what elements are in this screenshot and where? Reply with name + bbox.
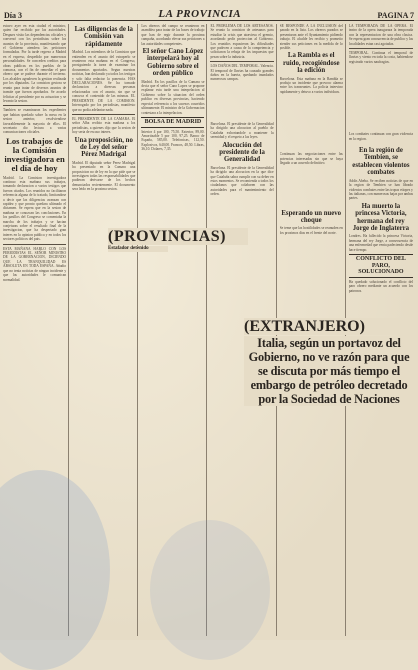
headline-col6-a: En la región de Tembien, se establecen violentos combates (352, 147, 410, 177)
headline-col2-top: Las diligencias de la Comisión van rápidamente (74, 26, 133, 48)
page-number: PAGINA 7 (377, 11, 414, 20)
headline-col3-top: El señor Cano López interpelará hoy al Gobierno sobre el orden público (142, 48, 204, 78)
provincias-subhead: Estafador detenido (108, 246, 168, 252)
column-3: Los obreros del campo se reunieron en asamblea para tratar de las bases de trabajo que han de regir durante la proxima campaña, acordando elevar sus peticiones a las autoridades competentes. El señor Cano López interpelará hoy al Gobierno sobre el orden público Madrid. En los pasillos de la Camara se decia que el señor Cano Lopez se propone explanar esta tarde una interpelacion al Gobierno sobre la situacion del orden publico en diversas provincias, haciendo especial referencia a los sucesos ocurridos ultimamente. El ministro de la Gobernacion contestara a la interpelacion. BOLSA DE MADRID Interior 4 por 100, 75,50. Exterior, 89,00. Amortizable 5 por 100, 97,25. Banco de España, 585,00. Telefonicas, 112,50. Explosivos, 640,00. Francos, 48,50. Libras, 36,10. Dolares, 7,35. (141, 24, 207, 636)
headline-col5-b: Esperando un nuevo choque (281, 209, 342, 224)
headline-col2-mid: Una proposición, no de Ley del señor Pérez Madrigal (74, 136, 133, 159)
stock-box-title: BOLSA DE MADRID (141, 117, 204, 128)
paper-name: LA PROVINCIA (158, 8, 242, 20)
column-4: EL PROBLEMA DE LOS ARTESANOS. Se reunio la comision de artesanos para estudiar la crisis que atraviesa el gremio, acordando pedir proteccion al Gobierno. Los reunidos expusieron las dificultades que padecen a causa de la competencia y solicitaron la rebaja de los impuestos que pesan sobre la industria. LOS DAÑOS DEL TEMPORAL. Valencia. El temporal de lluvias ha causado grandes daños en la huerta, quedando inundados numerosos campos. Barcelona. El presidente de la Generalidad ha dirigido una alocucion al pueblo de Cataluña exhortandole a mantener la serenidad y el respeto a las leyes. Alocución del presidente de la Generalidad Barcelona. El presidente de la Generalidad ha dirigido una alocucion en la que dice que Cataluña sabra cumplir con su deber en estos momentos. Se recomienda a todos los ciudadanos que colaboren con las autoridades para el mantenimiento del orden. (210, 24, 276, 636)
headline-col1: Los trabajos de la Comisión investigadora en el día de hoy (4, 135, 65, 174)
column-1: estuvo ayer en esta ciudad el ministro, quien fue recibido por las autoridades. Despues visito las dependencias oficiales y conversó con los periodistas sobre los asuntos de la provincia, manifestando que el Gobierno atendera las peticiones formuladas. Por la tarde regreso a Madrid en el expreso, despedido por numerosas personalidades. Se conceden creditos para obras publicas en los pueblos de la comarca, con el fin de remediar el paro obrero que se padece durante el invierno. Los alcaldes agradecen la gestion realizada por los diputados. La comision gestora se reunio para tratar de diversos asuntos de tramite que fueron aprobados. Se acordo felicitar al presidente por su actuacion y se levanto la sesion. Tambien se examinaron los expedientes que habian quedado sobre la mesa en la sesion anterior, resolviendose favorablemente la mayoria de ellos. El secretario dio lectura a varias comunicaciones oficiales. Los trabajos de la Comisión investigadora en el día de hoy Madrid. La Comision investigadora continuo esta mañana sus trabajos, tomando declaracion a varios testigos que fueron citados. Los reunidos no facilitaron referencia alguna de lo tratado, limitandose a decir que las diligencias avanzan con rapidez y que pronto quedara ultimado el dictamen. Se espera que en la sesion de mañana se conozcan las conclusiones. En los pasillos del Congreso se comentaba la marcha de los trabajos y se hacian conjeturas sobre el resultado final de la investigacion, que ha despertado gran interes en la opinion publica y en todos los sectores politicos del pais. ESTA MAÑANA HABLO CON LOS PERIODISTAS EL SEÑOR MINISTRO DE LA GOBERNACION, DICIENDO QUE LA TRANQUILIDAD ES ABSOLUTA EN TODA ESPAÑA. Añadio que no tenia noticias de ningun incidente y que las autoridades le comunican normalidad. (3, 24, 69, 636)
provincias-banner: (PROVINCIAS) (108, 228, 248, 245)
headline-col6-b: Ha muerto la princesa Victoria, hermana del rey Jorge de Inglaterra (352, 202, 410, 232)
headline-col5-a: La Rambla es el ruido, recogiéndose la edición (282, 52, 340, 75)
headline-col6-c: CONFLICTO DEL PARO, SOLUCIONADO (349, 254, 413, 278)
masthead (4, 6, 414, 21)
column-5: SE RESPONDE A LA INCLUSION del parado en la lista. Los obreros parados se presentaron ante el Ayuntamiento pidiendo trabajo. El alcalde les recibio y prometio atender sus peticiones en la medida de lo posible. La Rambla es el ruido, recogiéndose la edición Barcelona. Esta mañana en la Rambla se produjo un incidente que provoco alarma entre los transeuntes. La policia intervino rapidamente y detuvo a varios individuos. Continuan las negociaciones entre las potencias interesadas sin que se haya llegado a un acuerdo definitivo. Esperando un nuevo choque Se teme que las hostilidades se reanuden en los proximos dias en el frente del norte. (280, 24, 346, 636)
extranjero-banner: (EXTRANJERO) (244, 318, 414, 335)
headline-col4-mid: Alocución del presidente de la Generalidad (219, 141, 265, 164)
column-6: LA TEMPORADA DE LA OPERA. El teatro de la opera inaugurara la temporada con la representacion de una obra clasica. Se espera gran concurrencia de publico y las localidades estan casi agotadas. TEMPORAL. Continua el temporal de lluvias y viento en toda la costa, habiendose registrado varios naufragios. Los combates continuan con gran violencia en la region. En la región de Tembien, se establecen violentos combates Addis Abeba. Se reciben noticias de que en la region de Tembien se han librado violentos combates entre las tropas etiopes y las italianas, con numerosas bajas por ambas partes. Ha muerto la princesa Victoria, hermana del rey Jorge de Inglaterra Londres. Ha fallecido la princesa Victoria, hermana del rey Jorge, a consecuencia de una enfermedad que venia padeciendo desde hace tiempo. CONFLICTO DEL PARO, SOLUCIONADO Ha quedado solucionado el conflicto del paro obrero mediante un acuerdo con los patronos. (348, 24, 413, 293)
extranjero-headline: Italia, según un portavoz del Gobierno, no ve razón para que se discuta por más tiempo el embargo de petróleo decretado por la Sociedad de Naciones (244, 336, 414, 406)
column-2: Las diligencias de la Comisión van rápidamente Madrid. Los miembros de la Comision que entienden en el asunto del estraperlo se reunieron esta mañana en el Congreso, prosiguiendo la tarea de examinar los documentos aportados. Segun nuestras noticias, han declarado ya todos los testigos y solo falta redactar la ponencia. HAS DECLARACIONES. Se ha tomado declaracion a diversas personas relacionadas con el asunto, sin que se conozca el contenido de las mismas. EL PRESIDENTE DE LA COMISION. Interrogado por los periodistas, manifesto que no podia adelantar nada. EL PRESIDENTE DE LA CAMARA. El señor Alba recibio esta mañana a los periodistas, a quienes dijo que la sesion de hoy seria de escaso interes. Una proposición, no de Ley del señor Pérez Madrigal Madrid. El diputado señor Perez Madrigal ha presentado en la Camara una proposicion no de ley en la que pide que se investiguen todas las responsabilidades que pudieran derivarse de los hechos denunciados recientemente. El documento sera leido en la proxima sesion. (72, 24, 138, 636)
page-day: Día 3 (4, 11, 22, 20)
